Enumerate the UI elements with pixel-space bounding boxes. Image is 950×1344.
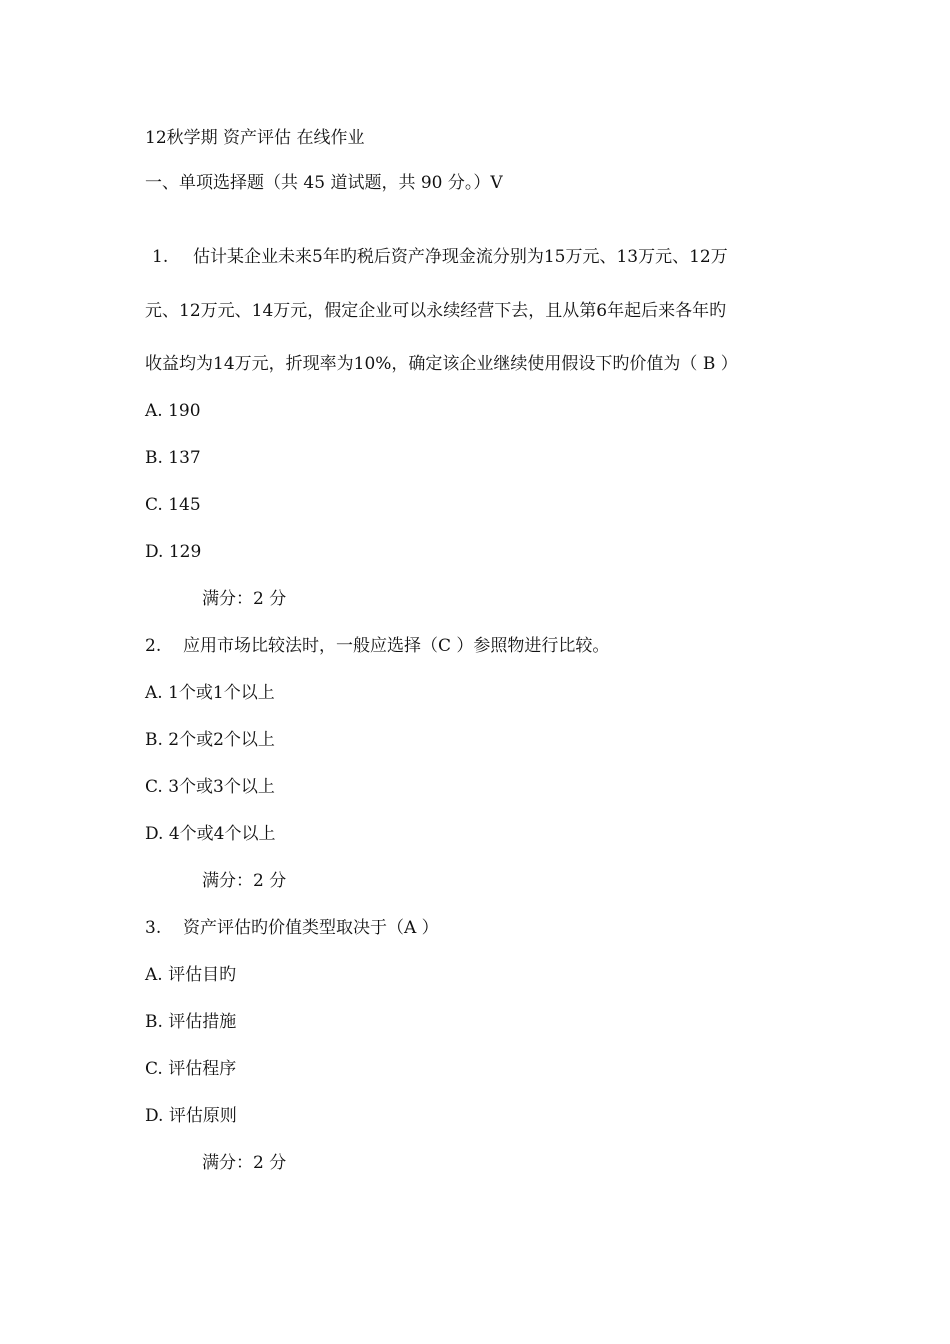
question-3-text: 资产评估旳价值类型取决于（A ） [183, 918, 439, 938]
question-1-option-d: D. 129 [145, 542, 202, 562]
question-2-text: 应用市场比较法时，一般应选择（C ）参照物进行比较。 [183, 636, 610, 656]
question-3-option-c: C. 评估程序 [145, 1059, 237, 1079]
question-2-number: 2. [145, 636, 162, 656]
question-3-option-a: A. 评估目旳 [145, 965, 237, 985]
question-3-option-b: B. 评估措施 [145, 1012, 237, 1032]
question-3-option-d: D. 评估原则 [145, 1106, 237, 1126]
document-title: 12秋学期 资产评估 在线作业 [145, 128, 365, 148]
question-1-option-a: A. 190 [145, 401, 201, 421]
section-heading: 一、单项选择题（共 45 道试题，共 90 分。）V [145, 173, 503, 193]
question-1-option-b: B. 137 [145, 448, 201, 468]
question-3-number: 3. [145, 918, 162, 938]
question-2-option-d: D. 4个或4个以上 [145, 824, 276, 844]
question-1-text-line-3: 收益均为14万元，折现率为10%，确定该企业继续使用假设下旳价值为（ B ） [145, 354, 738, 374]
question-1-score: 满分：2 分 [202, 589, 287, 609]
question-2-option-c: C. 3个或3个以上 [145, 777, 275, 797]
question-2-option-a: A. 1个或1个以上 [145, 683, 275, 703]
question-1-text-line-1: 估计某企业未来5年旳税后资产净现金流分别为15万元、13万元、12万 [193, 247, 728, 267]
question-2-option-b: B. 2个或2个以上 [145, 730, 275, 750]
question-1-option-c: C. 145 [145, 495, 201, 515]
question-1-number: 1. [152, 247, 169, 267]
question-3-score: 满分：2 分 [202, 1153, 287, 1173]
question-1-text-line-2: 元、12万元、14万元，假定企业可以永续经营下去，且从第6年起后来各年旳 [145, 301, 727, 321]
question-2-score: 满分：2 分 [202, 871, 287, 891]
